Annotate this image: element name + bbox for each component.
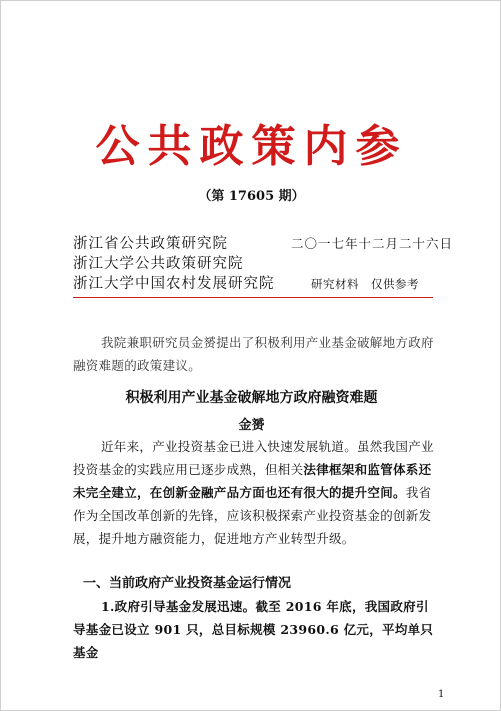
publisher-line: 浙江大学中国农村发展研究院	[73, 276, 275, 292]
publisher-line: 浙江大学公共政策研究院	[73, 256, 244, 272]
intro-paragraph: 我院兼职研究员金赟提出了积极利用产业基金破解地方政府融资难题的政策建议。	[73, 335, 434, 373]
body-paragraph	[73, 435, 439, 550]
usage-note: 研究材料 仅供参考	[311, 277, 419, 291]
article-title: 积极利用产业基金破解地方政府融资难题	[125, 390, 378, 406]
masthead-title: 公共政策内参	[95, 121, 408, 172]
paragraph-emphasis: 法律框架和监管体系还未完全建立，在创新金融产品方面也还有很大的提升空间。	[73, 462, 432, 500]
page-number: 1	[438, 689, 445, 700]
publisher-line: 浙江省公共政策研究院	[73, 236, 228, 252]
header-divider	[73, 297, 433, 298]
issue-number: （第 17605 期）	[198, 189, 305, 204]
section-heading: 一、当前政府产业投资基金运行情况	[83, 576, 292, 591]
issue-date: 二〇一七年十二月二十六日	[291, 236, 454, 251]
paragraph-text: 我省作为全国改革创新的先锋，应该积极探索产业投资基金的创新发展，提升地方融资能力，促进地方产业转型升级。	[73, 485, 432, 546]
paragraph-text: 近年来，产业投资基金已进入快速发展轨道。虽然我国产业投资基金的实践应用已逐步成熟，但相关	[73, 439, 434, 477]
article-author: 金赟	[238, 418, 265, 433]
body-paragraph: 1.政府引导基金发展迅速。截至 2016 年底，我国政府引导基金已设立 901 只，总目标规模 23960.6 亿元，平均单只基金	[73, 599, 434, 660]
